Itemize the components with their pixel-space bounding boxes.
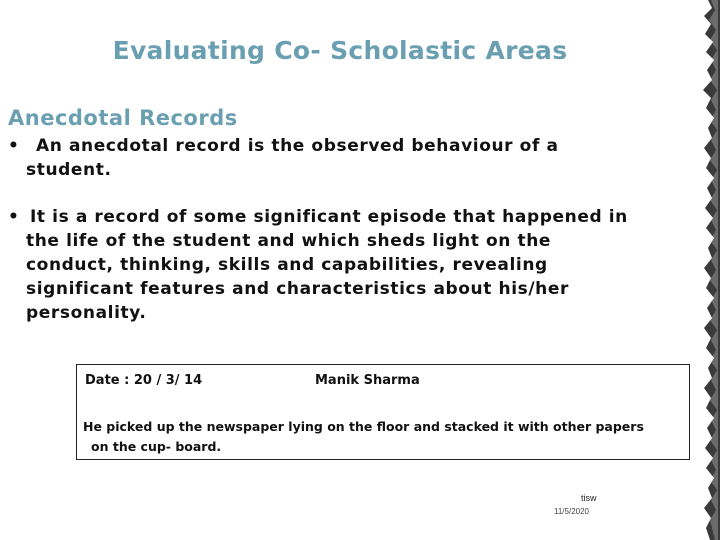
record-date: Date : 20 / 3/ 14 xyxy=(85,373,203,388)
record-observation-line: He picked up the newspaper lying on the floor and stacked it with other papers xyxy=(83,419,644,434)
record-student-name: Manik Sharma xyxy=(315,373,420,388)
bullet-text: the life of the student and which sheds light on the xyxy=(26,231,552,251)
bullet-text: It is a record of some significant episode that happened in xyxy=(30,207,628,227)
footer-date: 11/5/2020 xyxy=(554,507,589,516)
record-observation-line: on the cup- board. xyxy=(91,439,222,454)
bullet-marker: • xyxy=(8,136,20,156)
bullet-text: An anecdotal record is the observed behaviour of a xyxy=(36,136,559,156)
bullet-text: conduct, thinking, skills and capabilities, revealing xyxy=(26,255,548,275)
bullet-definition xyxy=(8,134,628,182)
anecdotal-record-example xyxy=(76,364,690,460)
record-observation xyxy=(83,417,683,457)
slide-title: Evaluating Co- Scholastic Areas xyxy=(112,36,568,65)
bullet-marker: • xyxy=(8,207,20,227)
bullet-line xyxy=(8,205,676,229)
section-heading: Anecdotal Records xyxy=(8,106,238,130)
bullet-explanation xyxy=(8,205,676,325)
bullet-text: personality. xyxy=(26,303,147,323)
footer-author: tisw xyxy=(581,493,597,503)
bullet-text: significant features and characteristics about his/her xyxy=(26,279,569,299)
bullet-line xyxy=(8,134,628,158)
bullet-text: student. xyxy=(26,160,112,180)
torn-edge-decoration xyxy=(684,0,720,540)
